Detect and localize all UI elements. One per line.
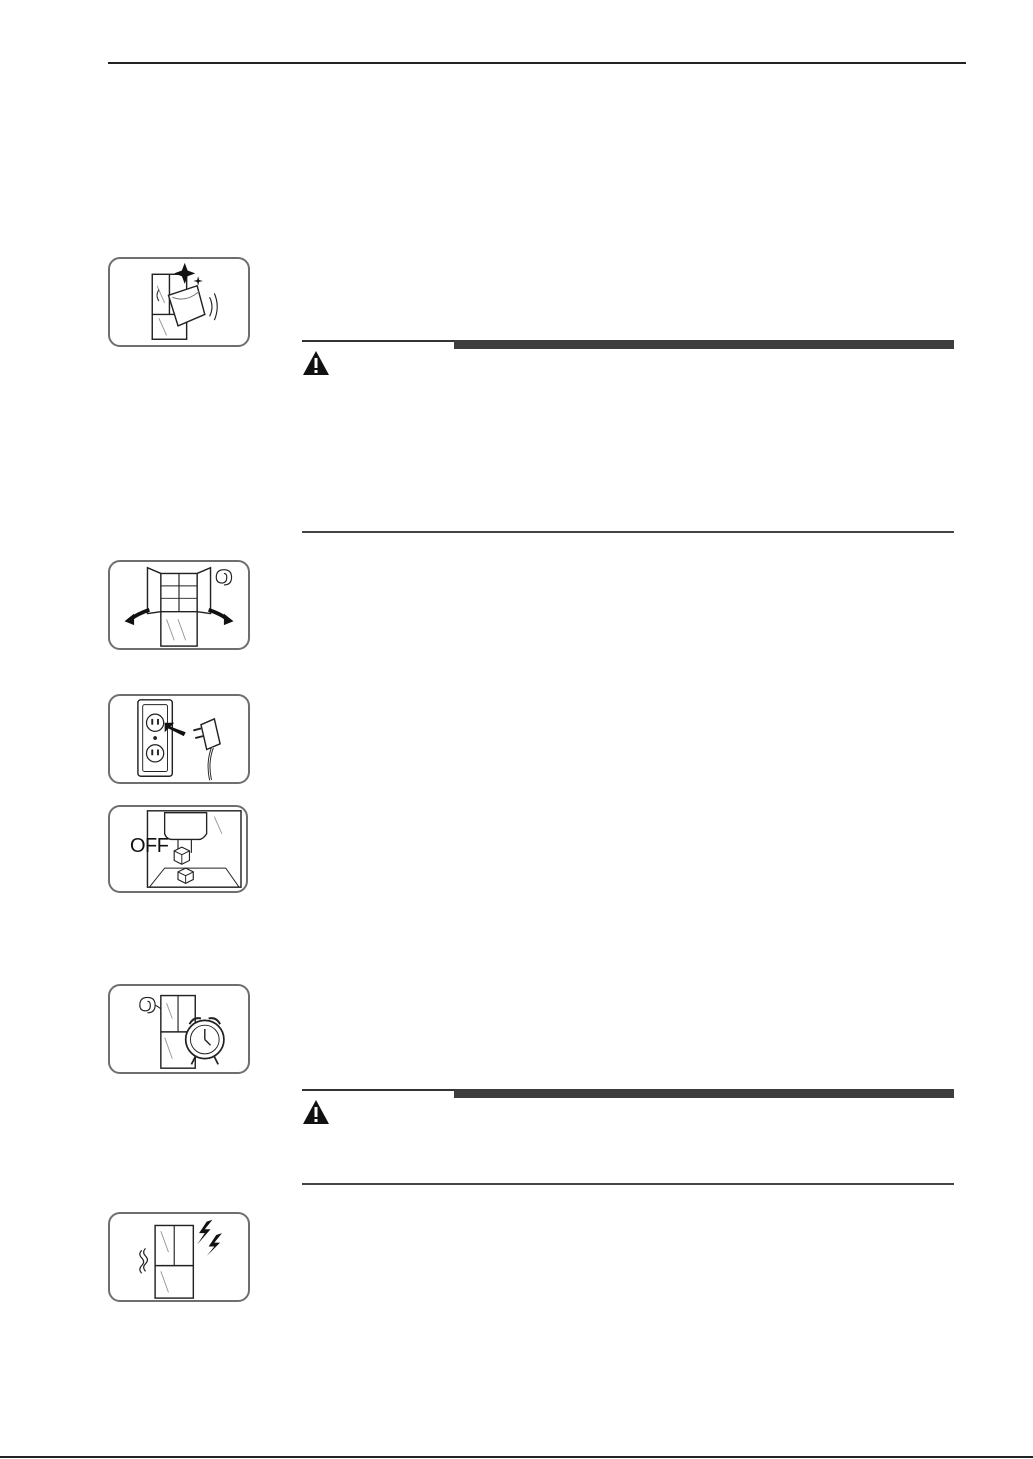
power-plug-outlet-icon bbox=[108, 694, 250, 784]
caution-rule-thick bbox=[454, 1089, 954, 1098]
off-label: OFF bbox=[130, 835, 169, 857]
header-rule bbox=[108, 62, 966, 64]
open-doors-airing-icon bbox=[108, 560, 250, 650]
ice-maker-off-icon bbox=[108, 805, 248, 893]
cleaning-cloth-icon bbox=[108, 257, 250, 347]
caution-block-1 bbox=[302, 340, 954, 352]
caution-rule-thick bbox=[454, 340, 954, 349]
caution-end-rule-2 bbox=[302, 1183, 954, 1185]
warning-triangle-icon bbox=[302, 1099, 330, 1125]
caution-block-2 bbox=[302, 1089, 954, 1101]
footer-rule bbox=[0, 1456, 1033, 1458]
caution-end-rule-1 bbox=[302, 531, 954, 533]
caution-rule-thin bbox=[302, 340, 454, 342]
caution-rule-thin bbox=[302, 1089, 454, 1091]
fridge-noise-icon bbox=[108, 1212, 250, 1302]
warning-triangle-icon bbox=[302, 350, 330, 376]
odor-alarm-clock-icon bbox=[108, 984, 250, 1074]
